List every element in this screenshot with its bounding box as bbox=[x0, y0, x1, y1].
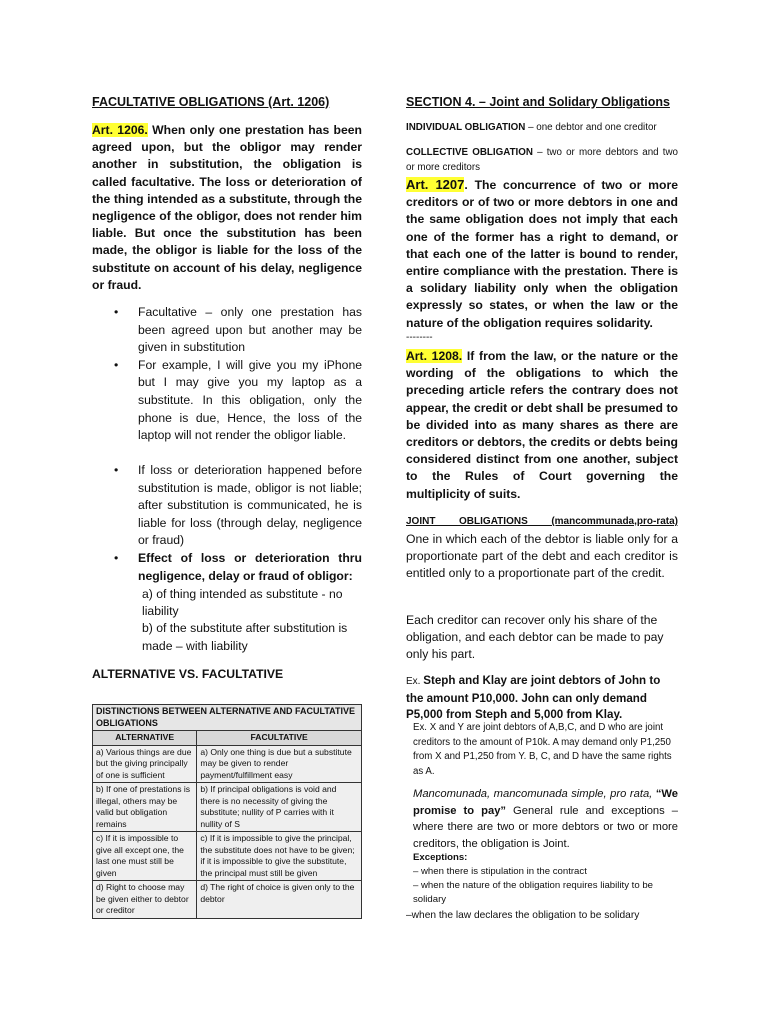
bullet-icon: • bbox=[114, 357, 119, 372]
art-1206-text: When only one prestation has been agreed upon, but the obligor may render another in substitution, the obligation is called facultative. The loss or deterioration of the thing intended as a substitute, through the negligence of the obligor, does not render him liable. But once the substitution has been made, the obligor is liable for the loss of the substitute on account of his delay, negligence or fraud. bbox=[92, 123, 362, 292]
example-2: Ex. X and Y are joint debtors of A,B,C, and D who are joint creditors to the amount of P10k. A may demand only P1,250 from X and P1,250 from Y. B, C, and D have the same rights as A. bbox=[413, 722, 672, 777]
art-1206-label: Art. 1206. bbox=[92, 123, 148, 137]
exceptions-label: Exceptions: bbox=[413, 852, 468, 863]
list-item: • If loss or deterioration happened before substitution is made, obligor is not liable; after substitution is communicated, he is liable for loss (through delay, negligence or fraud) bbox=[114, 463, 362, 548]
effect-list bbox=[138, 586, 362, 655]
each-creditor-text: Each creditor can recover only his share of the obligation, and each debtor can be made to pay only his part. bbox=[406, 613, 664, 662]
table-header-alternative: ALTERNATIVE bbox=[93, 731, 197, 746]
joint-definition: One in which each of the debtor is liable only for a proportionate part of the debt and each creditor is entitled only to a proportionate part of the credit. bbox=[406, 532, 678, 581]
art-1208-label: Art. 1208. bbox=[406, 349, 463, 363]
joint-general-rule: Mancomunada, mancomunada simple, pro rata, “We promise to pay” General rule and exceptions – where there are two or more debtors or two or more creditors, the obligation is Joint. bbox=[413, 788, 678, 850]
individual-obligation: INDIVIDUAL OBLIGATION – one debtor and one creditor bbox=[406, 122, 657, 133]
bullet-icon: • bbox=[114, 463, 119, 477]
effect-b: b) of the substitute after substitution is made – with liability bbox=[142, 621, 348, 653]
list-item: • Facultative – only one prestation has been agreed upon but another may be given in substitution bbox=[114, 305, 362, 355]
right-section-title: SECTION 4. – Joint and Solidary Obligations bbox=[406, 95, 670, 109]
dashes: -------- bbox=[406, 332, 433, 343]
art-1207-label: Art. 1207 bbox=[406, 177, 465, 192]
table-row: d) Right to choose may be given either to debtor or creditor d) The right of choice is given only to the debtor bbox=[93, 881, 362, 919]
bullet-icon: • bbox=[114, 550, 119, 565]
art-1208-paragraph bbox=[406, 348, 678, 503]
exception-3: –when the law declares the obligation to be solidary bbox=[406, 910, 640, 921]
art-1206-paragraph bbox=[92, 122, 362, 294]
table-header-facultative: FACULTATIVE bbox=[197, 731, 362, 746]
alternative-vs-facultative-title: ALTERNATIVE VS. FACULTATIVE bbox=[92, 667, 284, 681]
facultative-bullets bbox=[92, 304, 362, 445]
joint-obligations-heading: JOINT OBLIGATIONS (mancommunada,pro-rata) bbox=[406, 516, 678, 527]
left-section-title: FACULTATIVE OBLIGATIONS (Art. 1206) bbox=[92, 95, 330, 109]
art-1207-text: . The concurrence of two or more creditors or of two or more debtors in one and the same obligation does not imply that each one of the former has a right to demand, or that each one of the latter is bound to render, entire compliance with the prestation. There is a solidary liability only when the obligation expressly so states, or when the law or the nature of the obligation requires solidarity. bbox=[406, 178, 678, 330]
art-1207-paragraph bbox=[406, 176, 678, 332]
distinctions-table bbox=[92, 704, 362, 919]
collective-obligation: COLLECTIVE OBLIGATION – two or more debtors and two or more creditors bbox=[406, 147, 678, 173]
table-title: DISTINCTIONS BETWEEN ALTERNATIVE AND FACULTATIVE OBLIGATIONS bbox=[93, 705, 362, 731]
bullet-icon: • bbox=[114, 305, 119, 319]
table-row: a) Various things are due but the giving principally of one is sufficient a) Only one thing is due but a substitute may be given to render payment/fulfillment easy bbox=[93, 745, 362, 783]
loss-bullets bbox=[92, 462, 362, 585]
list-item: • Effect of loss or deterioration thru negligence, delay or fraud of obligor: bbox=[114, 550, 362, 583]
exception-2: – when the nature of the obligation requires liability to be solidary bbox=[413, 880, 653, 905]
effect-a: a) of thing intended as substitute - no liability bbox=[142, 587, 343, 619]
exception-1: – when there is stipulation in the contract bbox=[413, 866, 587, 877]
example-1: Ex. Steph and Klay are joint debtors of John to the amount P10,000. John can only demand P5,000 from Steph and 5,000 from Klay. bbox=[406, 674, 661, 722]
table-row: c) If it is impossible to give all except one, the last one must still be given c) If it is impossible to give the principal, the substitute does not have to be given; if it is impossible to give the substitute, the principal must still be given bbox=[93, 832, 362, 881]
distinctions-table-wrap bbox=[92, 704, 362, 919]
table-row: b) If one of prestations is illegal, others may be valid but obligation remains b) If principal obligations is void and there is no necessity of giving the substitute; nullity of P carries with it nullity of S bbox=[93, 783, 362, 832]
list-item: • For example, I will give you my iPhone but I may give you my laptop as a substitute. In this obligation, only the phone is due, Hence, the loss of the laptop will not render the obligor liable. bbox=[114, 357, 362, 443]
art-1208-text: If from the law, or the nature or the wording of the obligations to which the preceding article refers the contrary does not appear, the credit or debt shall be presumed to be divided into as many shares as there are creditors or debtors, the credits or debts being considered distinct from one another, subject to the Rules of Court governing the multiplicity of suits. bbox=[406, 349, 679, 501]
